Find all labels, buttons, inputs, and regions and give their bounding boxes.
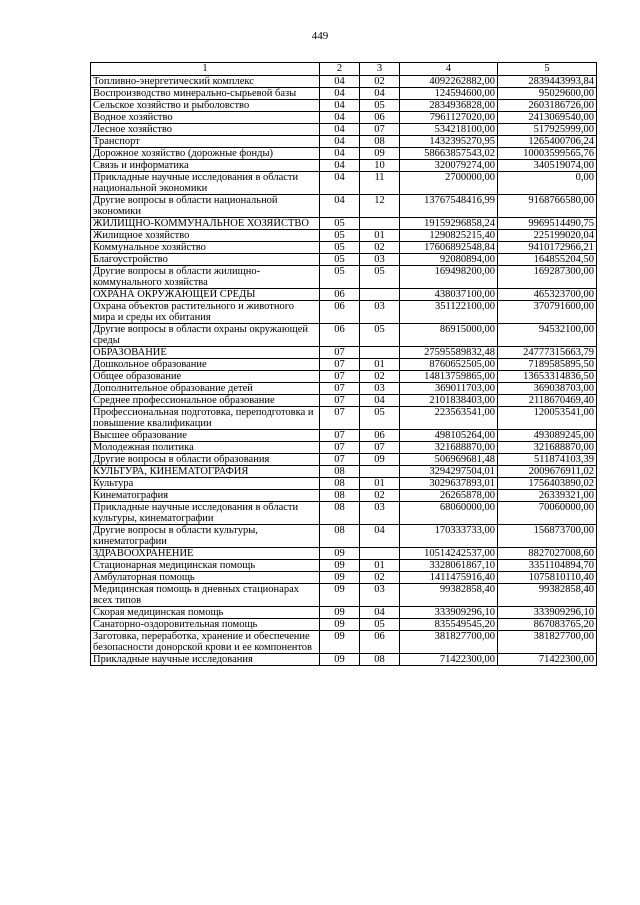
- row-section-code: 09: [320, 631, 360, 654]
- row-subsection-code: [360, 289, 400, 301]
- row-section-code: 04: [320, 88, 360, 100]
- row-amount-year-2: 1265400706,24: [498, 136, 597, 148]
- row-subsection-code: 04: [360, 88, 400, 100]
- row-section-code: 04: [320, 100, 360, 112]
- row-amount-year-1: 2834936828,00: [400, 100, 498, 112]
- table-row: [91, 502, 597, 525]
- row-name: Другие вопросы в области образования: [91, 454, 320, 466]
- table-row: [91, 172, 597, 195]
- row-amount-year-2: 94532100,00: [498, 324, 597, 347]
- row-name: Среднее профессиональное образование: [91, 395, 320, 407]
- table-row: [91, 430, 597, 442]
- row-name: Стационарная медицинская помощь: [91, 560, 320, 572]
- row-name: Кинематография: [91, 490, 320, 502]
- row-amount-year-2: 2839443993,84: [498, 76, 597, 88]
- row-amount-year-1: 26265878,00: [400, 490, 498, 502]
- row-amount-year-2: 493089245,00: [498, 430, 597, 442]
- header-col-1: 1: [91, 63, 320, 76]
- row-subsection-code: 05: [360, 407, 400, 430]
- row-amount-year-2: 120053541,00: [498, 407, 597, 430]
- table-row: [91, 76, 597, 88]
- row-name: Дорожное хозяйство (дорожные фонды): [91, 148, 320, 160]
- row-name: Другие вопросы в области жилищно-коммунального хозяйства: [91, 266, 320, 289]
- row-subsection-code: 06: [360, 112, 400, 124]
- row-amount-year-1: 58663857543,02: [400, 148, 498, 160]
- table-row: [91, 160, 597, 172]
- row-section-code: 09: [320, 560, 360, 572]
- row-amount-year-2: 9410172966,21: [498, 242, 597, 254]
- row-name: Санаторно-оздоровительная помощь: [91, 619, 320, 631]
- row-subsection-code: 05: [360, 100, 400, 112]
- row-amount-year-1: 17606892548,84: [400, 242, 498, 254]
- row-subsection-code: 03: [360, 584, 400, 607]
- row-section-code: 07: [320, 442, 360, 454]
- row-subsection-code: 02: [360, 76, 400, 88]
- table-row: [91, 525, 597, 548]
- row-subsection-code: 09: [360, 454, 400, 466]
- table-row: [91, 301, 597, 324]
- row-amount-year-2: 2009676911,02: [498, 466, 597, 478]
- row-amount-year-1: 438037100,00: [400, 289, 498, 301]
- row-amount-year-1: 8760652505,00: [400, 359, 498, 371]
- row-amount-year-1: 169498200,00: [400, 266, 498, 289]
- row-amount-year-2: 370791600,00: [498, 301, 597, 324]
- row-name: Другие вопросы в области культуры, кинематографии: [91, 525, 320, 548]
- row-name: Топливно-энергетический комплекс: [91, 76, 320, 88]
- row-subsection-code: 06: [360, 631, 400, 654]
- row-section-code: 04: [320, 148, 360, 160]
- row-amount-year-1: 170333733,00: [400, 525, 498, 548]
- row-name: Профессиональная подготовка, переподготовка и повышение квалификации: [91, 407, 320, 430]
- row-amount-year-2: 0,00: [498, 172, 597, 195]
- row-amount-year-2: 10003599565,76: [498, 148, 597, 160]
- row-name: Другие вопросы в области охраны окружающей среды: [91, 324, 320, 347]
- row-name: Водное хозяйство: [91, 112, 320, 124]
- row-amount-year-2: 867083765,20: [498, 619, 597, 631]
- row-section-code: 04: [320, 112, 360, 124]
- row-name: Скорая медицинская помощь: [91, 607, 320, 619]
- table-row: [91, 395, 597, 407]
- row-amount-year-2: 70060000,00: [498, 502, 597, 525]
- row-subsection-code: 05: [360, 619, 400, 631]
- row-amount-year-2: 8827027008,60: [498, 548, 597, 560]
- row-subsection-code: 05: [360, 324, 400, 347]
- row-amount-year-2: 465323700,00: [498, 289, 597, 301]
- row-amount-year-1: 68060000,00: [400, 502, 498, 525]
- row-subsection-code: 03: [360, 502, 400, 525]
- row-section-code: 05: [320, 230, 360, 242]
- row-name: ОБРАЗОВАНИЕ: [91, 347, 320, 359]
- row-subsection-code: 01: [360, 230, 400, 242]
- table-row: [91, 654, 597, 666]
- row-amount-year-1: 381827700,00: [400, 631, 498, 654]
- table-row: [91, 619, 597, 631]
- row-section-code: 05: [320, 218, 360, 230]
- row-section-code: 09: [320, 584, 360, 607]
- row-amount-year-1: 13767548416,99: [400, 195, 498, 218]
- row-section-code: 07: [320, 395, 360, 407]
- table-row: [91, 548, 597, 560]
- header-col-4: 4: [400, 63, 498, 76]
- table-row: [91, 88, 597, 100]
- table-row: [91, 218, 597, 230]
- row-subsection-code: 12: [360, 195, 400, 218]
- row-section-code: 07: [320, 407, 360, 430]
- row-section-code: 06: [320, 301, 360, 324]
- row-subsection-code: 08: [360, 136, 400, 148]
- budget-table: [90, 62, 597, 666]
- row-amount-year-2: 95029600,00: [498, 88, 597, 100]
- table-row: [91, 254, 597, 266]
- row-amount-year-1: 320079274,00: [400, 160, 498, 172]
- table-row: [91, 324, 597, 347]
- row-amount-year-1: 2101838403,00: [400, 395, 498, 407]
- row-name: Дошкольное образование: [91, 359, 320, 371]
- row-amount-year-2: 321688870,00: [498, 442, 597, 454]
- row-amount-year-1: 333909296,10: [400, 607, 498, 619]
- row-name: Дополнительное образование детей: [91, 383, 320, 395]
- row-section-code: 08: [320, 478, 360, 490]
- table-row: [91, 112, 597, 124]
- row-subsection-code: [360, 548, 400, 560]
- row-name: Прикладные научные исследования в области национальной экономики: [91, 172, 320, 195]
- row-amount-year-2: 517925999,00: [498, 124, 597, 136]
- row-section-code: 04: [320, 172, 360, 195]
- row-section-code: 04: [320, 195, 360, 218]
- table-row: [91, 607, 597, 619]
- row-amount-year-2: 164855204,50: [498, 254, 597, 266]
- row-name: Медицинская помощь в дневных стационарах всех типов: [91, 584, 320, 607]
- row-section-code: 04: [320, 136, 360, 148]
- table-body: [91, 76, 597, 666]
- row-name: ОХРАНА ОКРУЖАЮЩЕЙ СРЕДЫ: [91, 289, 320, 301]
- row-name: Высшее образование: [91, 430, 320, 442]
- row-amount-year-1: 86915000,00: [400, 324, 498, 347]
- row-amount-year-1: 3029637893,01: [400, 478, 498, 490]
- row-name: Культура: [91, 478, 320, 490]
- table-row: [91, 242, 597, 254]
- row-amount-year-1: 534218100,00: [400, 124, 498, 136]
- table-row: [91, 371, 597, 383]
- row-section-code: 09: [320, 619, 360, 631]
- row-amount-year-2: 2413069540,00: [498, 112, 597, 124]
- header-col-3: 3: [360, 63, 400, 76]
- table-row: [91, 631, 597, 654]
- row-subsection-code: [360, 466, 400, 478]
- row-name: Прикладные научные исследования: [91, 654, 320, 666]
- row-amount-year-1: 124594600,00: [400, 88, 498, 100]
- row-amount-year-1: 14813759865,00: [400, 371, 498, 383]
- row-amount-year-1: 10514242537,00: [400, 548, 498, 560]
- row-section-code: 08: [320, 490, 360, 502]
- table-row: [91, 195, 597, 218]
- row-amount-year-1: 835549545,20: [400, 619, 498, 631]
- row-amount-year-2: 225199020,04: [498, 230, 597, 242]
- row-amount-year-1: 1290825215,40: [400, 230, 498, 242]
- row-section-code: 06: [320, 324, 360, 347]
- row-subsection-code: 06: [360, 430, 400, 442]
- row-name: Воспроизводство минерально-сырьевой базы: [91, 88, 320, 100]
- row-amount-year-1: 19159296858,24: [400, 218, 498, 230]
- row-section-code: 09: [320, 548, 360, 560]
- row-section-code: 05: [320, 254, 360, 266]
- row-amount-year-1: 351122100,00: [400, 301, 498, 324]
- row-subsection-code: 05: [360, 266, 400, 289]
- row-name: КУЛЬТУРА, КИНЕМАТОГРАФИЯ: [91, 466, 320, 478]
- row-name: Транспорт: [91, 136, 320, 148]
- row-amount-year-1: 369011703,00: [400, 383, 498, 395]
- row-name: Прикладные научные исследования в области культуры, кинематографии: [91, 502, 320, 525]
- row-amount-year-1: 7961127020,00: [400, 112, 498, 124]
- row-amount-year-2: 156873700,00: [498, 525, 597, 548]
- row-name: Другие вопросы в области национальной экономики: [91, 195, 320, 218]
- row-amount-year-2: 381827700,00: [498, 631, 597, 654]
- row-subsection-code: 02: [360, 572, 400, 584]
- table-row: [91, 478, 597, 490]
- row-name: Коммунальное хозяйство: [91, 242, 320, 254]
- table-row: [91, 584, 597, 607]
- table-row: [91, 148, 597, 160]
- row-amount-year-2: 369038703,00: [498, 383, 597, 395]
- table-row: [91, 124, 597, 136]
- header-col-5: 5: [498, 63, 597, 76]
- row-amount-year-2: 169287300,00: [498, 266, 597, 289]
- row-subsection-code: 09: [360, 148, 400, 160]
- row-section-code: 09: [320, 572, 360, 584]
- row-section-code: 05: [320, 242, 360, 254]
- row-amount-year-1: 321688870,00: [400, 442, 498, 454]
- row-section-code: 05: [320, 266, 360, 289]
- row-amount-year-1: 71422300,00: [400, 654, 498, 666]
- row-name: Сельское хозяйство и рыболовство: [91, 100, 320, 112]
- table-row: [91, 407, 597, 430]
- row-name: Амбулаторная помощь: [91, 572, 320, 584]
- row-name: Жилищное хозяйство: [91, 230, 320, 242]
- row-subsection-code: 07: [360, 124, 400, 136]
- page-number: 449: [311, 30, 329, 42]
- row-subsection-code: 11: [360, 172, 400, 195]
- row-amount-year-2: 1075810110,40: [498, 572, 597, 584]
- table-row: [91, 266, 597, 289]
- row-section-code: 08: [320, 525, 360, 548]
- row-amount-year-2: 2603186726,00: [498, 100, 597, 112]
- row-subsection-code: 01: [360, 560, 400, 572]
- row-amount-year-1: 3328061867,10: [400, 560, 498, 572]
- row-subsection-code: 02: [360, 242, 400, 254]
- row-subsection-code: 03: [360, 301, 400, 324]
- table-row: [91, 136, 597, 148]
- row-name: Благоустройство: [91, 254, 320, 266]
- table-row: [91, 466, 597, 478]
- row-amount-year-2: 9168766580,00: [498, 195, 597, 218]
- row-amount-year-1: 1432395270,95: [400, 136, 498, 148]
- table-row: [91, 100, 597, 112]
- row-section-code: 07: [320, 430, 360, 442]
- row-subsection-code: 02: [360, 371, 400, 383]
- row-subsection-code: [360, 218, 400, 230]
- row-amount-year-1: 223563541,00: [400, 407, 498, 430]
- row-amount-year-2: 2118670469,40: [498, 395, 597, 407]
- row-amount-year-2: 7189585895,50: [498, 359, 597, 371]
- row-amount-year-2: 71422300,00: [498, 654, 597, 666]
- row-subsection-code: 04: [360, 607, 400, 619]
- row-name: ЖИЛИЩНО-КОММУНАЛЬНОЕ ХОЗЯЙСТВО: [91, 218, 320, 230]
- table-row: [91, 383, 597, 395]
- row-name: Лесное хозяйство: [91, 124, 320, 136]
- row-section-code: 04: [320, 76, 360, 88]
- row-section-code: 08: [320, 466, 360, 478]
- row-amount-year-1: 3294297504,01: [400, 466, 498, 478]
- row-amount-year-2: 26339321,00: [498, 490, 597, 502]
- row-name: Связь и информатика: [91, 160, 320, 172]
- row-section-code: 07: [320, 454, 360, 466]
- table-row: [91, 572, 597, 584]
- row-amount-year-2: 13653314836,50: [498, 371, 597, 383]
- row-amount-year-1: 99382858,40: [400, 584, 498, 607]
- row-amount-year-1: 92080894,00: [400, 254, 498, 266]
- row-section-code: 04: [320, 124, 360, 136]
- row-amount-year-2: 3351104894,70: [498, 560, 597, 572]
- row-amount-year-2: 24777315663,79: [498, 347, 597, 359]
- row-amount-year-1: 4092262882,00: [400, 76, 498, 88]
- row-section-code: 09: [320, 607, 360, 619]
- header-col-2: 2: [320, 63, 360, 76]
- row-subsection-code: 01: [360, 478, 400, 490]
- row-amount-year-1: 1411475916,40: [400, 572, 498, 584]
- table-row: [91, 347, 597, 359]
- row-section-code: 09: [320, 654, 360, 666]
- table-row: [91, 442, 597, 454]
- row-name: ЗДРАВООХРАНЕНИЕ: [91, 548, 320, 560]
- table-row: [91, 289, 597, 301]
- row-amount-year-1: 506969681,48: [400, 454, 498, 466]
- row-subsection-code: 07: [360, 442, 400, 454]
- row-subsection-code: 02: [360, 490, 400, 502]
- row-amount-year-2: 1756403890,02: [498, 478, 597, 490]
- row-amount-year-1: 27595589832,48: [400, 347, 498, 359]
- row-subsection-code: [360, 347, 400, 359]
- row-subsection-code: 03: [360, 383, 400, 395]
- row-section-code: 08: [320, 502, 360, 525]
- row-subsection-code: 03: [360, 254, 400, 266]
- row-name: Молодежная политика: [91, 442, 320, 454]
- row-amount-year-2: 99382858,40: [498, 584, 597, 607]
- row-subsection-code: 08: [360, 654, 400, 666]
- row-section-code: 06: [320, 289, 360, 301]
- row-subsection-code: 04: [360, 395, 400, 407]
- row-subsection-code: 01: [360, 359, 400, 371]
- row-section-code: 07: [320, 371, 360, 383]
- row-section-code: 04: [320, 160, 360, 172]
- row-subsection-code: 10: [360, 160, 400, 172]
- table-row: [91, 560, 597, 572]
- row-subsection-code: 04: [360, 525, 400, 548]
- table-row: [91, 454, 597, 466]
- row-section-code: 07: [320, 347, 360, 359]
- table-row: [91, 230, 597, 242]
- row-name: Общее образование: [91, 371, 320, 383]
- table-header-row: [91, 63, 597, 76]
- row-section-code: 07: [320, 359, 360, 371]
- row-amount-year-1: 2700000,00: [400, 172, 498, 195]
- row-amount-year-2: 340519074,00: [498, 160, 597, 172]
- row-amount-year-2: 9969514490,75: [498, 218, 597, 230]
- table-row: [91, 359, 597, 371]
- row-amount-year-2: 333909296,10: [498, 607, 597, 619]
- row-section-code: 07: [320, 383, 360, 395]
- row-amount-year-2: 511874103,39: [498, 454, 597, 466]
- table-row: [91, 490, 597, 502]
- row-amount-year-1: 498105264,00: [400, 430, 498, 442]
- row-name: Заготовка, переработка, хранение и обеспечение безопасности донорской крови и ее компонентов: [91, 631, 320, 654]
- row-name: Охрана объектов растительного и животного мира и среды их обитания: [91, 301, 320, 324]
